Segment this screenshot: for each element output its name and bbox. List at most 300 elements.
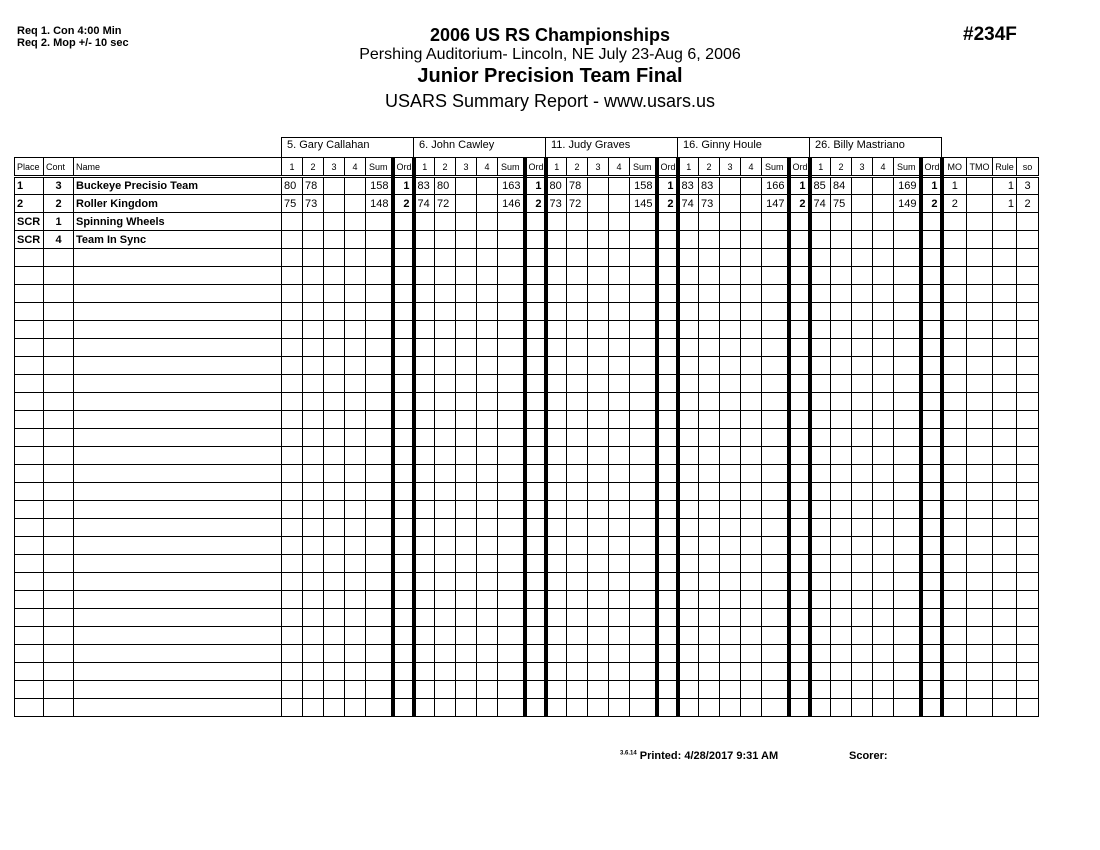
score-cell [303,501,324,519]
score-cell [720,213,741,231]
score-cell [678,465,699,483]
extra-cell [942,429,967,447]
score-cell [741,609,762,627]
score-cell [588,591,609,609]
score-cell [678,393,699,411]
score-cell [324,393,345,411]
ordinal-cell [789,231,810,249]
extra-cell [942,699,967,717]
cont-cell [44,555,74,573]
cont-cell [44,321,74,339]
score-cell [546,609,567,627]
score-cell [435,285,456,303]
header-judge1-col-ord: Ord [393,158,414,177]
empty-row [15,573,1039,591]
extra-cell [993,645,1017,663]
tmo-cell [967,231,993,249]
header-so: so [1017,158,1039,177]
score-cell [324,681,345,699]
extra-cell [993,519,1017,537]
score-cell [498,267,525,285]
score-cell [477,627,498,645]
cont-cell [44,537,74,555]
score-cell [366,573,393,591]
header-judge3-col-1: 1 [546,158,567,177]
so-cell: 3 [1017,177,1039,195]
score-cell [525,267,546,285]
score-cell [282,465,303,483]
score-cell [657,465,678,483]
place-cell [15,339,44,357]
score-cell [525,447,546,465]
score-cell [789,303,810,321]
score-cell [477,573,498,591]
cont-cell: 2 [44,195,74,213]
score-cell [741,285,762,303]
ordinal-cell [525,231,546,249]
header-judge3-col-ord: Ord [657,158,678,177]
score-cell [525,645,546,663]
team-name-cell [74,681,282,699]
score-cell [588,447,609,465]
score-cell [345,501,366,519]
score-cell [525,339,546,357]
score-cell [873,357,894,375]
score-cell [588,357,609,375]
header-judge1-col-1: 1 [282,158,303,177]
score-cell [345,285,366,303]
score-cell [609,429,630,447]
score-cell [588,285,609,303]
extra-cell [967,321,993,339]
score-cell [921,537,942,555]
score-cell [657,681,678,699]
score-cell [609,213,630,231]
requirements [17,25,129,49]
score-cell [789,627,810,645]
score-cell [414,537,435,555]
score-cell [525,285,546,303]
score-cell [546,465,567,483]
header-judge2-col-3: 3 [456,158,477,177]
score-cell [657,303,678,321]
score-cell [414,681,435,699]
extra-cell [942,591,967,609]
score-cell [525,537,546,555]
place-cell [15,321,44,339]
score-cell [810,537,831,555]
team-name-cell: Team In Sync [74,231,282,249]
extra-cell [1017,573,1039,591]
score-cell [873,249,894,267]
score-cell [789,663,810,681]
score-cell [393,429,414,447]
score-cell [393,303,414,321]
score-cell [831,411,852,429]
score-cell [477,411,498,429]
score-cell [414,357,435,375]
score-cell [525,573,546,591]
score-cell [657,249,678,267]
score-cell [894,267,921,285]
so-cell [1017,231,1039,249]
sum-cell [894,231,921,249]
score-cell [921,447,942,465]
score-cell [678,411,699,429]
score-cell [609,357,630,375]
score-cell [852,393,873,411]
empty-row [15,537,1039,555]
championship-title: 2006 US RS Championships [429,25,671,45]
ordinal-cell [525,213,546,231]
score-cell [477,645,498,663]
score-cell [588,573,609,591]
score-cell [456,321,477,339]
score-cell [852,447,873,465]
score-cell [456,465,477,483]
score-cell [852,501,873,519]
score-cell [762,411,789,429]
tmo-cell [967,213,993,231]
header-judge5-col-ord: Ord [921,158,942,177]
column-header-row [15,158,1039,177]
score-cell [435,681,456,699]
sum-cell: 163 [498,177,525,195]
score-cell [498,393,525,411]
score-cell [393,627,414,645]
score-cell [720,411,741,429]
score-cell [498,555,525,573]
score-cell [810,501,831,519]
score-cell [567,573,588,591]
score-cell [498,537,525,555]
score-cell [393,321,414,339]
score-cell [831,303,852,321]
score-cell [414,303,435,321]
score-cell [546,375,567,393]
score-cell [678,249,699,267]
cont-cell [44,681,74,699]
score-cell [282,285,303,303]
cont-cell [44,627,74,645]
score-cell [831,465,852,483]
score-cell [456,177,477,195]
score-cell [435,411,456,429]
judge-header-5: 26. Billy Mastriano [809,137,942,157]
score-cell [477,483,498,501]
score-cell [810,285,831,303]
score-cell [657,447,678,465]
score-cell [366,447,393,465]
score-cell [303,573,324,591]
score-cell [789,519,810,537]
score-cell [657,591,678,609]
score-cell [414,267,435,285]
score-cell [414,375,435,393]
score-cell [894,681,921,699]
team-name-cell [74,249,282,267]
score-cell [567,213,588,231]
score-cell [831,285,852,303]
report-title: USARS Summary Report - www.usars.us [384,91,716,111]
extra-cell [967,663,993,681]
score-cell [852,411,873,429]
sum-cell [498,213,525,231]
score-cell [366,267,393,285]
score-cell [762,303,789,321]
score-cell [741,519,762,537]
team-name-cell [74,429,282,447]
extra-cell [1017,609,1039,627]
score-cell [567,501,588,519]
extra-cell [967,357,993,375]
header-judge5-col-4: 4 [873,158,894,177]
score-cell [477,357,498,375]
header-judge4-col-sum: Sum [762,158,789,177]
score-cell [435,663,456,681]
score-cell [303,627,324,645]
score-cell [282,555,303,573]
score-cell [345,645,366,663]
extra-cell [993,429,1017,447]
score-cell [741,357,762,375]
score-cell [894,699,921,717]
score-cell [921,501,942,519]
score-cell [546,429,567,447]
extra-cell [1017,681,1039,699]
score-cell [498,573,525,591]
score-cell [831,357,852,375]
extra-cell [967,375,993,393]
score-cell [477,195,498,213]
header-judge1-col-2: 2 [303,158,324,177]
team-name-cell: Spinning Wheels [74,213,282,231]
score-cell [762,447,789,465]
extra-cell [993,483,1017,501]
score-cell [456,285,477,303]
empty-row [15,465,1039,483]
empty-row [15,339,1039,357]
score-cell [393,573,414,591]
score-cell [303,537,324,555]
score-cell [366,339,393,357]
score-cell [609,285,630,303]
extra-cell [1017,645,1039,663]
sum-cell: 145 [630,195,657,213]
score-cell [741,627,762,645]
score-cell [894,447,921,465]
rule-cell: 1 [993,177,1017,195]
score-cell [852,213,873,231]
score-cell [741,177,762,195]
score-cell [921,627,942,645]
score-cell [657,573,678,591]
score-cell [873,393,894,411]
score-cell [366,519,393,537]
extra-cell [1017,465,1039,483]
empty-row [15,357,1039,375]
score-cell [699,609,720,627]
header-judge2-col-sum: Sum [498,158,525,177]
score-cell [477,231,498,249]
score-cell: 80 [546,177,567,195]
ordinal-cell [789,213,810,231]
score-cell [498,609,525,627]
so-cell [1017,213,1039,231]
score-cell [873,591,894,609]
score-cell [345,321,366,339]
cont-cell [44,339,74,357]
score-cell [345,339,366,357]
score-cell [921,321,942,339]
score-cell [567,393,588,411]
score-cell [894,303,921,321]
score-cell [303,249,324,267]
judge-header-1: 5. Gary Callahan [281,137,414,157]
score-cell [303,519,324,537]
score-cell [678,303,699,321]
extra-cell [967,447,993,465]
empty-row [15,267,1039,285]
score-cell [699,213,720,231]
score-cell [393,663,414,681]
score-cell [630,411,657,429]
team-name-cell [74,303,282,321]
score-cell [894,537,921,555]
score-cell [546,645,567,663]
score-cell [852,465,873,483]
score-cell [477,177,498,195]
score-cell [303,609,324,627]
score-cell [414,321,435,339]
score-cell [324,213,345,231]
score-cell [831,249,852,267]
score-cell [303,663,324,681]
score-cell [435,609,456,627]
score-cell [720,555,741,573]
score-cell [546,555,567,573]
score-cell [678,321,699,339]
version-text: 3.6.14 [620,750,637,757]
score-cell [498,699,525,717]
score-cell [789,483,810,501]
score-cell [762,267,789,285]
score-cell [435,645,456,663]
score-cell [345,195,366,213]
place-cell [15,303,44,321]
score-cell [657,627,678,645]
score-cell [894,339,921,357]
score-cell [831,231,852,249]
score-cell [345,411,366,429]
score-cell [873,411,894,429]
score-cell [609,573,630,591]
sum-cell [762,213,789,231]
rule-cell [993,213,1017,231]
score-cell [456,609,477,627]
score-cell [657,519,678,537]
score-cell [741,645,762,663]
score-cell [324,627,345,645]
score-cell [345,519,366,537]
score-cell [414,699,435,717]
score-cell [498,249,525,267]
score-cell [546,699,567,717]
score-cell [720,303,741,321]
score-cell [588,429,609,447]
score-cell [498,447,525,465]
score-cell [894,609,921,627]
score-cell [921,249,942,267]
score-cell [810,213,831,231]
header-judge1-col-3: 3 [324,158,345,177]
score-cell [567,447,588,465]
score-cell [852,627,873,645]
extra-cell [993,537,1017,555]
score-cell [498,339,525,357]
score-cell [525,393,546,411]
place-cell: SCR [15,231,44,249]
score-cell [345,591,366,609]
score-cell [720,483,741,501]
score-cell [546,573,567,591]
score-cell [456,483,477,501]
score-cell [630,501,657,519]
score-cell [699,447,720,465]
score-cell [435,627,456,645]
score-cell [282,249,303,267]
extra-cell [993,627,1017,645]
score-cell [435,429,456,447]
score-cell [810,609,831,627]
extra-cell [993,555,1017,573]
score-cell [282,393,303,411]
score-cell [588,663,609,681]
score-cell [852,573,873,591]
header-judge3-col-sum: Sum [630,158,657,177]
extra-cell [1017,591,1039,609]
score-cell [609,483,630,501]
score-cell [831,609,852,627]
score-cell [609,591,630,609]
score-cell [810,663,831,681]
score-cell [720,645,741,663]
score-cell [741,393,762,411]
cont-cell [44,609,74,627]
score-cell [810,447,831,465]
sum-cell [894,213,921,231]
score-cell [414,663,435,681]
score-cell [873,321,894,339]
score-cell [699,501,720,519]
extra-cell [993,267,1017,285]
score-cell [678,267,699,285]
extra-cell [993,303,1017,321]
score-cell [324,303,345,321]
score-cell [630,339,657,357]
score-cell [525,663,546,681]
score-cell [324,465,345,483]
score-cell [303,321,324,339]
score-cell [873,519,894,537]
score-cell [324,267,345,285]
cont-cell [44,285,74,303]
extra-cell [967,519,993,537]
score-cell [894,375,921,393]
score-cell [456,195,477,213]
score-cell [630,267,657,285]
score-cell [873,501,894,519]
